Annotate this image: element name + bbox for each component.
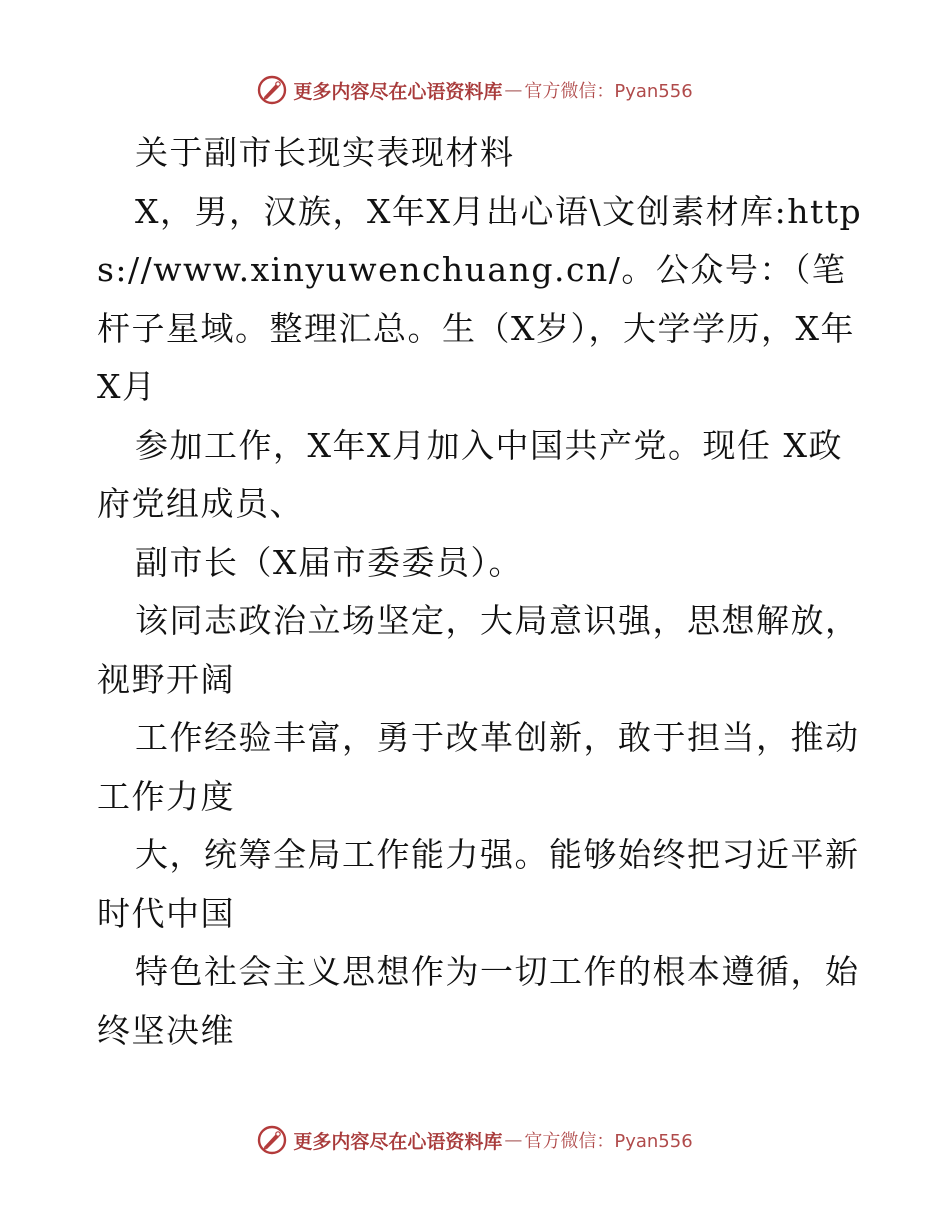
paragraph: 工作经验丰富，勇于改革创新，敢于担当，推动工作力度 [97,718,860,816]
paragraph: X，男，汉族，X年X月出心语\文创素材库:https://www.xinyuwenchuang.cn/。公众号：（笔杆子星域。整理汇总。生（X岁），大学学历，X年X月 [97,191,863,406]
banner-separator: — [504,79,523,101]
paragraph: 副市长（X届市委委员）。 [135,542,523,582]
paragraph: 参加工作，X年X月加入中国共产党。现任 X政府党组成员、 [97,425,843,523]
paragraph: 特色社会主义思想作为一切工作的根本遵循，始终坚决维 [97,952,860,1050]
banner-wechat-text: 官方微信：Pyan556 [524,1131,693,1152]
document-body [97,124,867,1060]
banner-wechat-text: 官方微信：Pyan556 [524,81,693,102]
banner-separator: — [504,1129,523,1151]
pen-nib-logo-icon [257,75,287,105]
document-title: 关于副市长现实表现材料 [135,133,515,172]
banner-brand-text: 更多内容尽在心语资料库 [293,1130,503,1153]
pen-nib-logo-icon [257,1125,287,1155]
banner-brand-text: 更多内容尽在心语资料库 [293,80,503,103]
paragraph: 大，统筹全局工作能力强。能够始终把习近平新时代中国 [97,835,860,933]
paragraph: 该同志政治立场坚定，大局意识强，思想解放，视野开阔 [97,601,860,699]
footer-watermark-banner [0,1120,950,1160]
header-watermark-banner [0,70,950,110]
